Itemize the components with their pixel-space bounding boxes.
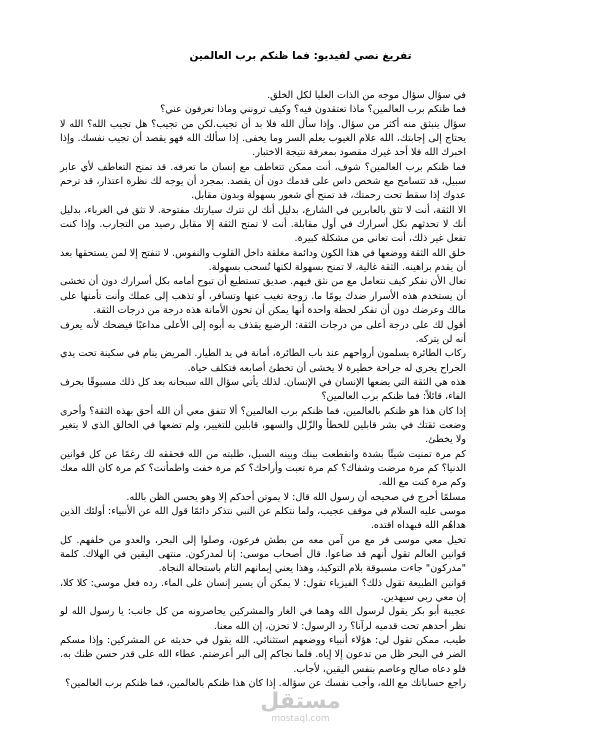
paragraph: تعال الأن نفكر كيف نتعامل مع من نثق فيهم. صديق تستطيع أن تبوح أمامه بكل أسرارك دون أن تخشى أن يستخدم هذه الأسرار ضدك يومًا ما. زوجة تغيب عنها وتسافر، أو تذهب إلى عملك وأنت تأمنها على مالك وعرضك دون أن تفكر لحظة واحدة أنها يمكن أن تخون الأمانة هذه درجة من درجات الثقة. — [60, 276, 466, 317]
paragraph: عجيبة أبو بكر يقول لرسول الله وهما في الغار والمشركين يحاصرونه من كل جانب: يا رسول الله لو نظر أحدهم تحت قدميه لرآنا؟ رد الرسول: لا تحزن، إن الله معنا. — [60, 606, 466, 632]
paragraph: إذا كان هذا هو ظنكم بالعالمين، فما ظنكم برب العالمين؟ ألا تتفق معي أن الله أحق بهذه الثقة؟ وأحرى وضعت ثقتك في بشر قابلين للخطأ والزّلل والسهو، قابلين للتغيير، ولم تضعها في الخالق الذي لا يتغير ولا يخطئ. — [60, 405, 466, 446]
paragraph: ركاب الطائرة يسلمون أرواحهم عند باب الطائرة، أمانة في يد الطيار. المريض ينام في سكينة تحت يدي الجراح يجري له جراحة خطيرة لا يخشى أن تخطئ أصابعه فتكلف حياة. — [60, 348, 466, 374]
paragraph: في سؤال سؤال موجه من الذات العليا لكل الخلق. — [267, 90, 466, 101]
paragraph: راجع حساباتك مع الله، وأجب نفسك عن سؤاله. إذا كان هذا ظنكم بالعالمين، فما ظنكم برب العالمين؟ — [65, 678, 466, 690]
document-title: تفريغ نصي لفيديو: فما ظنكم برب العالمين — [189, 50, 412, 62]
paragraph: أقول لك على درجة أعلى من درجات الثقة: الرضيع يقذف به أبوه إلى الأعلى مداعبًا فيضحك لأنه يعرف أنه لن يتركه. — [60, 319, 466, 345]
paragraph: طيب، ممكن تقول لي: هؤلاء أنبياء ووضعهم استثنائي. الله يقول في حديثه عن المشركين: وإذا مسكم الضر في البحر ظل من تدعون إلا إياه. فلما نجاكم إلى البر أعرضتم. عطاء الله على قدر حسن ظنك به. فلو دعاه صالح وعاصم بنفس اليقين، لأجاب. — [60, 635, 466, 675]
paragraph: موسى عليه السلام في موقف عجيب، ولما نتكلم عن النبي نتذكر دائمًا قول الله عن الأنبياء: أولئك الذين هداهُم الله فبهداه اقتده. — [60, 505, 466, 532]
paragraph: قوانين الطبيعة تقول ذلك؟ الفيزياء تقول: لا يمكن أن يسير إنسان على الماء. رده فعل موسى: كلا كلا، إن معي ربي سيهدين. — [60, 577, 466, 604]
paragraph: فما ظنكم برب العالمين؟ شوف، أنت ممكن تتعاطف مع إنسان ما تعرفه. قد تمنح التعاطف لأي عابر سبيل، قد تتسامح مع شخص داس على قدمك دون أن يقصد. بمجرد أن يوجه لك نظرة اعتذار، قد ترحم عدوك إذا سقط تحت رحمتك، قد تمنح أي شعور بسهولة وبدون مقابل. — [60, 161, 466, 202]
paragraph: كم مرة تمنيت شيئًا بشدة وانقطعت بينك وبينه السبل، طلبته من الله فحققه لك رغمًا عن كل قوانين الدنيا؟ كم مرة مرضت وشفاك؟ كم مرة تعبت وأراحك؟ كم مرة خفت واطمأنت؟ كم مرة كان الله معك وكم مرة كنت مع الله. — [60, 448, 466, 489]
paragraph: هذه هي الثقة التي يضعها الإنسان في الإنسان. لذلك يأتي سؤال الله سبحانه بعد كل ذلك مسبوقًا بحرف الفاء، قائلاً: فما ظنكم برب العالمين؟ — [60, 376, 466, 403]
paragraph: تخيل معي موسى فر مع من آمن معه من بطش فرعون، وصلوا إلى البحر، والعدو من خلفهم. كل قوانين العالم تقول أنهم قد ضاعوا. قال أصحاب موسى: إنا لمدركون. منتهى اليقين في الهلاك. كلمة "مدركون" جاءت مسبوقة بلام التوكيد، وهذا يعني إيمانهم التام باستحالة النجاة. — [60, 534, 466, 575]
watermark-latin: mostaql.com — [271, 714, 330, 724]
paragraph: خلق الله الثقة ووضعها في هذا الكون ودائمة مغلقة داخل القلوب والنفوس. لا تنفتح إلا لمن يستحقها بعد أن يقدم براهينه. الثقة غالية، لا تمنح بسهولة لكنها تُسحب بسهولة. — [60, 247, 466, 274]
document-body — [60, 89, 466, 691]
watermark-arabic: مستقل — [260, 689, 341, 714]
paragraph: سؤال ينبثق منه أكثر من سؤال. وإذا سأل الله فلا بد أن تجيب.لكن من تجيب؟ هل تجيب الله؟ الله لا يحتاج إلى إجابتك، الله علام الغيوب يعلم السر وما يخفى. إذا سألك الله فهو يقصد أن تجيب نفسك. وإذا اخبرك الله فلا أحد غيرك مقصود بمعرفة نتيجة الاختبار. — [60, 118, 466, 159]
watermark-logo — [0, 690, 601, 724]
paragraph: فما ظنكم برب العالمين؟ ماذا تعتقدون فيه؟ وكيف ترونني وماذا تعرفون عني؟ — [160, 104, 466, 116]
paragraph: الا الثقة، أنت لا تثق بالعابرين في الشارع، بدليل أنك لن تترك سيارتك مفتوحة. لا تثق في الغرباء، بدليل أنك لا تحدثهم بكل أسرارك في أول مقابلة. أنت لا تمنح الثقة إلا مقابل رصيد من التجارب. وإذا كنت تفعل غير ذلك، أنت تعاني من مشكلة كبيرة. — [60, 204, 466, 245]
paragraph: مسلمًا أخرج في صحيحه أن رسول الله قال: لا يموتن أحدكم إلا وهو يحسن الظن بالله. — [126, 491, 466, 503]
